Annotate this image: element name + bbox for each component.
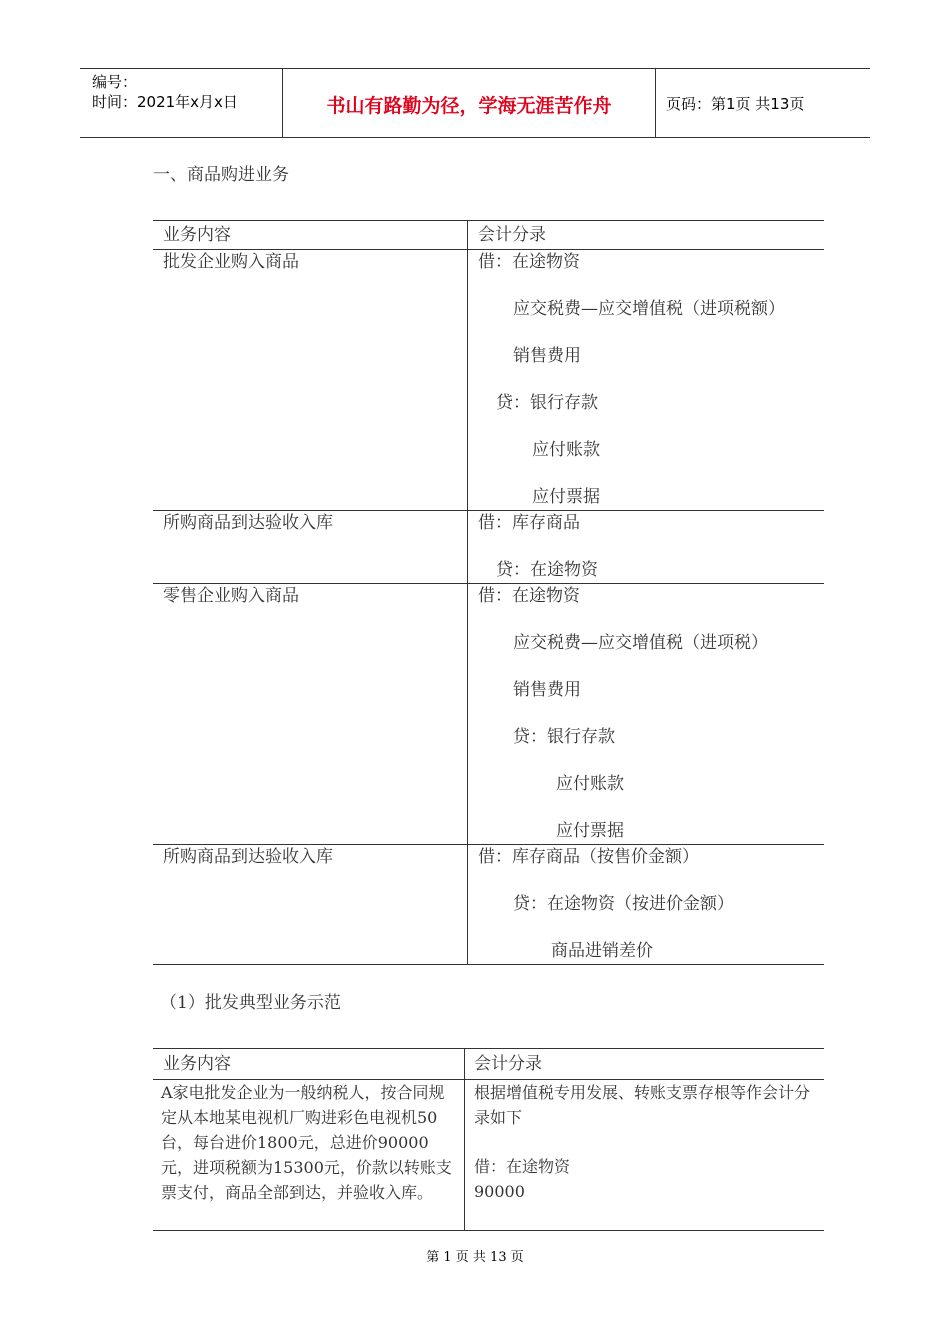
entry-line: 应交税费—应交增值税（进项税额） — [513, 299, 785, 319]
table-row — [153, 250, 824, 511]
table-row — [153, 511, 824, 584]
page-footer: 第 1 页 共 13 页 — [426, 1250, 524, 1265]
entry-line: 借：在途物资 — [478, 586, 580, 606]
row-content-cell — [153, 511, 468, 584]
entry-line: 借：库存商品 — [478, 513, 580, 533]
entry-line: 贷：银行存款 — [496, 393, 598, 413]
column-header-content: 业务内容 — [153, 1049, 465, 1080]
wholesale-example-table — [153, 1048, 824, 1231]
header-meta-cell — [80, 69, 282, 137]
row-content-text: 所购商品到达验收入库 — [163, 513, 333, 533]
row-entry-cell — [468, 250, 825, 511]
document-time-label: 时间：2021年x月x日 — [92, 93, 238, 111]
section-title-wholesale-example: （1）批发典型业务示范 — [160, 993, 341, 1013]
entry-line: 借：库存商品（按售价金额） — [478, 847, 699, 867]
entry-line: 贷：在途物资（按进价金额） — [513, 894, 734, 914]
row-content-text: 所购商品到达验收入库 — [163, 847, 333, 867]
example-entry-intro: 根据增值税专用发展、转账支票存根等作会计分录如下 — [474, 1083, 811, 1127]
header-page-cell — [656, 69, 870, 137]
example-content-cell — [153, 1080, 465, 1231]
table-header-row — [153, 1049, 824, 1080]
row-entry-cell — [468, 845, 825, 965]
row-content-text: 批发企业购入商品 — [163, 252, 299, 272]
table-row — [153, 845, 824, 965]
header-motto-cell — [282, 69, 656, 137]
header-motto: 书山有路勤为径，学海无涯苦作舟 — [326, 95, 612, 117]
entry-line: 贷：银行存款 — [513, 727, 615, 747]
entry-line: 应付票据 — [532, 487, 600, 507]
entry-line: 销售费用 — [513, 680, 581, 700]
column-header-entry: 会计分录 — [474, 1054, 542, 1074]
table-row — [153, 584, 824, 845]
row-content-cell — [153, 250, 468, 511]
page-header — [80, 68, 870, 138]
entry-line: 应付账款 — [532, 440, 600, 460]
section-title-purchase: 一、商品购进业务 — [153, 165, 289, 185]
entry-line: 销售费用 — [513, 346, 581, 366]
entry-line: 应交税费—应交增值税（进项税） — [513, 633, 768, 653]
document-number-label: 编号： — [92, 73, 138, 91]
example-content-text: A家电批发企业为一般纳税人，按合同规定从本地某电视机厂购进彩色电视机50台，每台进价1800元，总进价90000元，进项税额为15300元，价款以转账支票支付，商品全部到达，并验收入库。 — [161, 1083, 452, 1202]
column-header-entry: 会计分录 — [478, 225, 546, 245]
row-content-cell — [153, 584, 468, 845]
entry-line: 应付账款 — [556, 774, 624, 794]
entry-line: 贷：在途物资 — [496, 560, 598, 580]
entry-line: 借：在途物资 — [478, 252, 580, 272]
entry-line: 应付票据 — [556, 821, 624, 841]
column-header-content: 业务内容 — [153, 221, 468, 250]
example-entry-cell — [465, 1080, 825, 1231]
row-content-text: 零售企业购入商品 — [163, 586, 299, 606]
purchase-entries-table — [153, 220, 824, 965]
header-page-info: 页码：第1页 共13页 — [666, 95, 805, 113]
entry-line: 商品进销差价 — [551, 941, 653, 961]
table-row — [153, 1080, 824, 1231]
example-entry-amount: 90000 — [474, 1182, 525, 1201]
row-entry-cell — [468, 511, 825, 584]
table-header-row — [153, 221, 824, 250]
row-entry-cell — [468, 584, 825, 845]
row-content-cell — [153, 845, 468, 965]
example-entry-line: 借：在途物资 — [474, 1157, 571, 1176]
